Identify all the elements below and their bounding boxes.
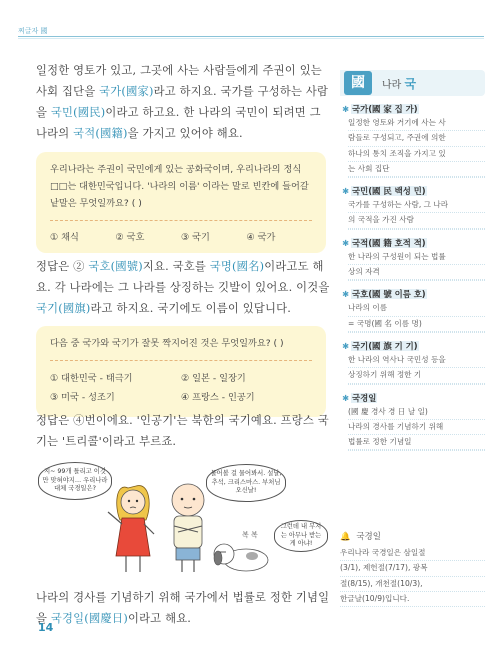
question-2-options	[50, 369, 312, 407]
sidebar-word	[382, 75, 416, 92]
highlighted-term: 국호(國號)	[88, 260, 143, 273]
highlighted-term: 국경일(國慶日)	[50, 612, 128, 625]
note-line: 우리나라 국경일은 삼일절	[340, 546, 485, 561]
bullet-icon: ✱	[342, 289, 350, 300]
question-divider	[50, 360, 312, 361]
vocabulary-entry	[340, 102, 485, 178]
vocabulary-term-text: 국경일	[352, 392, 377, 403]
definition-line: 의 국적을 가진 사람	[348, 213, 485, 228]
speech-bubble-boy: 물어볼 걸 물어봐서. 설날, 추석, 크리스마스. 부처님 오신날!	[206, 464, 286, 502]
vocabulary-term-text: 국호(國 號 이름 호)	[352, 289, 426, 300]
hanja-badge: 國	[344, 71, 372, 95]
paragraph-text: 이라고도 해요. 각 나라에는 그 나라를 상징하는 깃발이 있어요. 이것을	[36, 260, 330, 294]
bullet-icon: ✱	[342, 237, 350, 248]
paragraph-text: 정답은 ②	[36, 260, 89, 273]
paragraph-country-name	[36, 256, 330, 319]
question-box-1	[36, 152, 326, 253]
vocabulary-entry	[340, 287, 485, 333]
note-line: (3/1), 제헌절(7/17), 광복	[340, 561, 485, 576]
definition-line: 한 나라의 구성원이 되는 법률	[348, 250, 485, 265]
definition-line: 상징하기 위해 정한 기	[348, 368, 485, 383]
question-2-text: 다음 중 국가와 국기가 잘못 짝지어진 것은 무엇일까요? ( )	[50, 338, 284, 349]
definition-line: 한 나라의 역사나 국민성 등을	[348, 353, 485, 368]
bullet-icon: ✱	[342, 340, 350, 351]
bullet-icon: ✱	[342, 186, 350, 197]
vocabulary-term	[342, 391, 485, 405]
vocabulary-definition	[348, 353, 485, 385]
sidebar-title	[340, 70, 485, 96]
answer-option: ② 국호	[115, 232, 145, 243]
girl-figure	[108, 486, 154, 572]
vocabulary-definition	[348, 116, 485, 178]
paragraph-text: 을 가지고 있어야 해요.	[127, 127, 243, 140]
cartoon-drawing	[36, 460, 328, 580]
vocabulary-term-text: 국기(國 旗 기 기)	[352, 340, 418, 351]
vocabulary-definition	[348, 405, 485, 452]
main-text-3	[36, 410, 330, 452]
answer-option: ① 채식	[50, 232, 79, 243]
highlighted-term: 국기(國旗)	[36, 302, 91, 315]
paragraph-text: 이라고 해요.	[127, 612, 192, 625]
note-header	[340, 530, 485, 542]
note-title: 국경일	[356, 532, 381, 542]
vocabulary-entry	[340, 391, 485, 452]
sound-effect: 복 복	[242, 531, 258, 539]
highlighted-term: 국가(國家)	[99, 85, 154, 98]
header-divider-light	[18, 38, 484, 39]
sidebar-word-main: 국	[404, 77, 417, 91]
speech-bubble-dog: 그런데 내 무지는 아무나 받는 게 아냐!	[274, 520, 328, 552]
tip-note	[340, 530, 485, 607]
paragraph-text: 라고 하지요. 국가를 구성하는 사람을	[36, 85, 329, 119]
sidebar-word-prefix: 나라	[382, 80, 402, 91]
main-text	[36, 60, 330, 144]
paragraph-text: 정답은 ④번이에요. '인공기'는 북한의 국기예요. 프랑스 국기는 '트리콜'이라고 부르죠.	[36, 414, 329, 448]
vocabulary-term	[342, 339, 485, 353]
vocabulary-term	[342, 102, 485, 116]
bell-icon: 🔔	[340, 532, 351, 542]
highlighted-term: 국명(國名)	[209, 260, 265, 273]
definition-line: 상의 자격	[348, 265, 485, 280]
question-1-options	[50, 229, 312, 243]
definition-line: = 국명(國 名 이름 명)	[348, 317, 485, 332]
note-line: 절(8/15), 개천절(10/3),	[340, 577, 485, 592]
page-header	[0, 0, 500, 36]
paragraph-text: 나라의 경사를 기념하기 위해 국가에서 법률로 정한 기념일을	[36, 591, 330, 625]
vocabulary-term-text: 국민(國 民 백성 민)	[352, 186, 426, 197]
definition-line: 국가를 구성하는 사람, 그 나라	[348, 198, 485, 213]
vocabulary-term-text: 국적(國 籍 호적 적)	[352, 237, 426, 248]
dog-figure	[214, 544, 268, 571]
vocabulary-entry	[340, 184, 485, 230]
bullet-icon: ✱	[342, 104, 350, 114]
vocabulary-entry	[340, 339, 485, 385]
definition-line: 람들로 구성되고, 주권에 의한	[348, 131, 485, 146]
paragraph-text: 지요. 국호를	[142, 260, 210, 273]
vocabulary-definition	[348, 301, 485, 333]
question-1-text: 우리나라는 주권이 국민에게 있는 공화국이며, 우리나라의 정식 □□는 대한민국입니다. '나라의 이름' 이라는 말로 빈칸에 들어갈 낱말은 무엇일까요? ( )	[50, 164, 309, 209]
vocabulary-definition	[348, 198, 485, 230]
sidebar-entries	[340, 102, 485, 451]
answer-option: ④ 국가	[246, 232, 276, 243]
definition-line: (國 慶 경사 경 日 날 일)	[348, 405, 485, 420]
vocabulary-term	[342, 184, 485, 198]
definition-line: 법률로 정한 기념일	[348, 435, 485, 450]
vocabulary-definition	[348, 250, 485, 282]
speech-bubble-girl: 지~ 99개 틀리고 이것만 맞혀야지… 우리나라 대체 국경일은?	[38, 462, 112, 500]
definition-line: 나라의 경사를 기념하기 위해	[348, 420, 485, 435]
answer-option: ② 일본 - 일장기	[181, 373, 246, 384]
main-text-2	[36, 256, 330, 319]
paragraph-national-holiday	[36, 587, 330, 629]
answer-option: ① 대한민국 - 태극기	[50, 373, 133, 384]
answer-option: ③ 미국 - 성조기	[50, 392, 115, 403]
paragraph-nation	[36, 60, 330, 144]
answer-option: ④ 프랑스 - 인공기	[181, 392, 255, 403]
vocabulary-term-text: 국가(國 家 집 가)	[352, 104, 418, 114]
bullet-icon: ✱	[342, 392, 350, 403]
vocabulary-entry	[340, 236, 485, 282]
cartoon-illustration	[36, 460, 328, 580]
definition-line: 나라의 이름	[348, 301, 485, 316]
question-divider	[50, 220, 312, 221]
definition-line: 하나의 통치 조직을 가지고 있	[348, 147, 485, 162]
paragraph-text: 일정한 영토가 있고, 그곳에 사는 사람들에게 주권이 있는 사회 집단을	[36, 64, 322, 98]
vocabulary-term	[342, 287, 485, 301]
header-divider	[18, 36, 484, 37]
boy-figure	[172, 484, 204, 572]
question-box-2	[36, 326, 326, 417]
page-number: 14	[38, 621, 54, 634]
vocabulary-term	[342, 236, 485, 250]
highlighted-term: 국민(國民)	[50, 106, 106, 119]
note-line: 한글날(10/9)입니다.	[340, 592, 485, 607]
paragraph-text: 라고 하지요. 국기에도 이름이 있답니다.	[90, 302, 291, 315]
header-label: 찌글자 國	[18, 27, 48, 35]
answer-option: ③ 국기	[181, 232, 210, 243]
paragraph-text: 이라고 하고요. 한 나라의 국민이 되려면 그 나라의	[36, 106, 321, 140]
definition-line: 일정한 영토와 거기에 사는 사	[348, 116, 485, 131]
definition-line: 는 사회 집단	[348, 162, 485, 177]
note-body	[340, 546, 485, 607]
highlighted-term: 국적(國籍)	[73, 127, 128, 140]
vocabulary-sidebar	[340, 70, 485, 451]
main-text-4	[36, 587, 330, 629]
paragraph-answer	[36, 410, 330, 452]
